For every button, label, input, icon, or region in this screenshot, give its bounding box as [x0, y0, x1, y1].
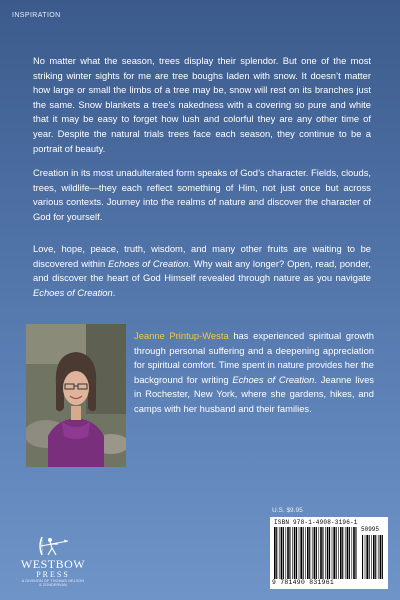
publisher-tagline-1: A DIVISION OF THOMAS NELSON — [21, 579, 85, 583]
barcode-bar — [320, 527, 322, 579]
addon-barcode-bars — [362, 535, 384, 579]
publisher-logo — [14, 535, 92, 595]
author-photo — [26, 324, 126, 467]
barcode-bar — [327, 527, 329, 579]
barcode-bar — [316, 527, 317, 579]
barcode-bar — [312, 527, 313, 579]
barcode-bar — [329, 527, 330, 579]
bio-text-a: has experienced spiritual growth through personal suffering and a deepening appreciation for spiritual comfort. Time spent in nature provides her the background for writing — [134, 330, 374, 385]
barcode-bar — [281, 527, 283, 579]
publisher-name: WESTBOW — [20, 557, 86, 571]
ean-number: 9 781490 831961 — [272, 579, 335, 586]
barcode-bar — [347, 527, 349, 579]
barcode-bar — [292, 527, 293, 579]
barcode-bar — [362, 535, 363, 579]
paragraph-3-text-a: Love, hope, peace, truth, wisdom, and many other fruits are waiting to be discovered within — [33, 243, 371, 269]
barcode-bar — [353, 527, 355, 579]
publisher-tagline-2: & ZONDERVAN — [39, 583, 67, 588]
price-label: U.S. $9.95 — [272, 507, 303, 514]
barcode-bar — [289, 527, 290, 579]
barcode-bar — [286, 527, 287, 579]
paragraph-3-text-c: . — [112, 286, 116, 298]
barcode-bar — [373, 535, 375, 579]
archer-icon — [36, 535, 70, 557]
bio-text-b: . Jeanne lives in Rochester, New York, where she gardens, hikes, and camps with her husband and their families. — [134, 373, 374, 414]
barcode-bar — [276, 527, 277, 579]
barcode-bar — [274, 527, 276, 579]
category-label: INSPIRATION — [12, 12, 61, 19]
barcode-bar — [355, 527, 356, 579]
barcode-bar — [283, 527, 284, 579]
addon-number: 50995 — [361, 526, 380, 533]
barcode — [270, 517, 388, 589]
barcode-bar — [296, 527, 297, 579]
barcode-bar — [371, 535, 372, 579]
barcode-bar — [314, 527, 316, 579]
barcode-bar — [332, 527, 333, 579]
book-title-mention: Echoes of Creation — [33, 286, 113, 298]
author-bio — [134, 329, 374, 417]
barcode-bar — [365, 535, 366, 579]
publisher-name-press: PRESS — [36, 570, 70, 579]
barcode-bar — [325, 527, 326, 579]
barcode-bar — [336, 527, 337, 579]
paragraph-3-text-b: . Why wait any longer? Open, read, ponder, and discover the heart of God Himself revealed through nature as you navigate — [33, 257, 371, 284]
barcode-bar — [322, 527, 323, 579]
isbn-text: ISBN 978-1-4908-3196-1 — [274, 519, 358, 526]
barcode-bar — [380, 535, 382, 579]
barcode-bar — [279, 527, 280, 579]
description-paragraph-1: No matter what the season, trees display their splendor. But one of the most striking winter sights for me are tree boughs laden with snow. It doesn’t matter how large or small the limbs of a tree may be, snow will rest on its branches just the same. Snow blankets a tree’s nakedness with a covering so pure and white that it may be easy to forget how lush and colorful they are any other time of year. Despite the natural trials trees face each season, they continue to be a portrait of beauty. — [33, 55, 371, 154]
description-paragraph-2: Creation in its most unadulterated form speaks of God’s character. Fields, clouds, trees, wildlife—they each reflect something of Him, not just once but across various contexts. Journey into the realms of nature and discover the character of God for yourself. — [33, 167, 371, 222]
barcode-bar — [345, 527, 346, 579]
barcode-bar — [352, 527, 353, 579]
barcode-bar — [309, 527, 310, 579]
barcode-bar — [303, 527, 304, 579]
book-title-mention: Echoes of Creation — [232, 373, 315, 385]
barcode-bar — [369, 535, 370, 579]
barcode-bar — [338, 527, 339, 579]
barcode-bar — [287, 527, 289, 579]
description-paragraph-3 — [33, 242, 371, 300]
barcode-bar — [375, 535, 376, 579]
barcode-bar — [378, 535, 379, 579]
book-title-mention: Echoes of Creation — [108, 257, 189, 269]
barcode-bar — [349, 527, 350, 579]
barcode-bar — [333, 527, 335, 579]
barcode-bar — [366, 535, 368, 579]
barcode-bar — [319, 527, 320, 579]
barcode-bar — [382, 535, 383, 579]
barcode-bar — [342, 527, 343, 579]
barcode-bar — [307, 527, 309, 579]
barcode-bar — [299, 527, 300, 579]
barcode-bar — [340, 527, 342, 579]
ean-barcode-bars — [274, 527, 358, 579]
author-name: Jeanne Printup-Westa — [134, 330, 229, 341]
barcode-bar — [305, 527, 306, 579]
barcode-bar — [294, 527, 296, 579]
barcode-bar — [300, 527, 302, 579]
